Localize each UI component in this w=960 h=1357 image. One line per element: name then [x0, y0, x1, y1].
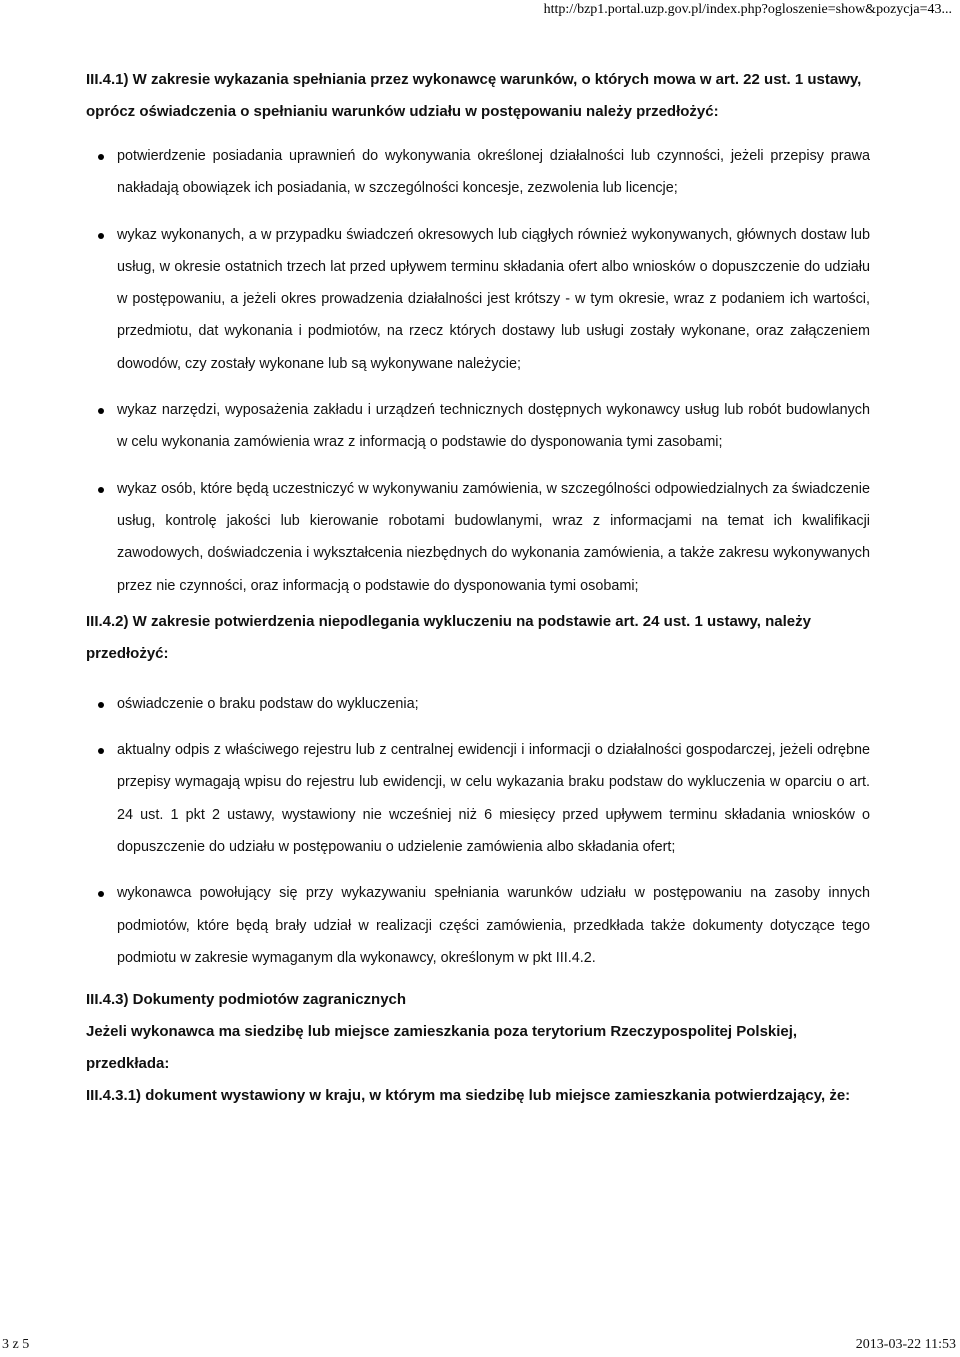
header-url: http://bzp1.portal.uzp.gov.pl/index.php?ogloszenie=show&pozycja=43... — [543, 2, 952, 17]
section-title-3431: III.4.3.1) dokument wystawiony w kraju, w którym ma siedzibę lub miejsce zamieszkania potwierdzający, że: — [86, 1087, 851, 1105]
list-342 — [86, 688, 870, 974]
bullet-icon — [98, 748, 104, 754]
list-item-text: oświadczenie o braku podstaw do wykluczenia; — [117, 695, 419, 712]
list-item — [86, 877, 870, 974]
section-subtitle-343: Jeżeli wykonawca ma siedzibę lub miejsce zamieszkania poza terytorium Rzeczypospolitej Polskiej, przedkłada: — [86, 1023, 798, 1073]
section-title-341: III.4.1) W zakresie wykazania spełniania przez wykonawcę warunków, o których mowa w art. 22 ust. 1 ustawy, oprócz oświadczenia o spełnianiu warunków udziału w postępowaniu należy przedłożyć: — [86, 71, 862, 120]
document-body — [86, 64, 870, 1112]
bullet-icon — [98, 233, 104, 239]
list-item-text: wykaz osób, które będą uczestniczyć w wykonywaniu zamówienia, w szczególności odpowiedzialnych za świadczenie usług, kontrolę jakości lub kierowanie robotami budowlanymi, wraz z informacjami na temat ich kwalifikacji zawodowych, doświadczenia i wykształcenia niezbędnych do wykonania zamówienia, a także zakresu wykonywanych przez nie czynności, oraz informacją o podstawie do dysponowania tymi osobami; — [117, 480, 870, 594]
list-item-text: wykonawca powołujący się przy wykazywaniu spełniania warunków udziału w postępowaniu na zasoby innych podmiotów, które będą brały udział w realizacji części zamówienia, przedkłada także dokumenty dotyczące tego podmiotu w zakresie wymaganym dla wykonawcy, określonym w pkt III.4.2. — [117, 885, 870, 966]
bullet-icon — [98, 487, 104, 493]
list-item-text: potwierdzenie posiadania uprawnień do wykonywania określonej działalności lub czynności, jeżeli przepisy prawa nakładają obowiązek ich posiadania, w szczególności koncesje, zezwolenia lub licencje; — [117, 148, 870, 197]
section-title-342: III.4.2) W zakresie potwierdzenia niepodlegania wykluczeniu na podstawie art. 24 ust. 1 ustawy, należy przedłożyć: — [86, 612, 811, 662]
list-item-text: wykaz wykonanych, a w przypadku świadczeń okresowych lub ciągłych również wykonywanych, głównych dostaw lub usług, w okresie ostatnich trzech lat przed upływem terminu składania ofert albo wniosków o dopuszczenie do udziału w postępowaniu, a jeżeli okres prowadzenia działalności jest krótszy - w tym okresie, wraz z podaniem ich wartości, przedmiotu, dat wykonania i podmiotów, na rzecz których dostawy lub usługi zostały wykonane, oraz załączeniem dowodów, czy zostały wykonane lub są wykonywane należycie; — [117, 226, 870, 372]
list-item — [86, 688, 870, 720]
list-item-text: aktualny odpis z właściwego rejestru lub z centralnej ewidencji i informacji o działalności gospodarczej, jeżeli odrębne przepisy wymagają wpisu do rejestru lub ewidencji, w celu wykazania braku podstaw do wykluczenia w oparciu o art. 24 ust. 1 pkt 2 ustawy, wystawiony nie wcześniej niż 6 miesięcy przed upływem terminu składania wniosków o dopuszczenie do udziału w postępowaniu o udzielenie zamówienia albo składania ofert; — [117, 742, 870, 856]
bullet-icon — [98, 702, 104, 708]
bullet-icon — [98, 891, 104, 897]
list-item — [86, 473, 870, 602]
list-item — [86, 734, 870, 863]
list-341 — [86, 140, 870, 602]
bullet-icon — [98, 154, 104, 160]
bullet-icon — [98, 408, 104, 414]
section-title-343: III.4.3) Dokumenty podmiotów zagranicznych — [86, 991, 407, 1009]
list-item — [86, 394, 870, 459]
list-item-text: wykaz narzędzi, wyposażenia zakładu i urządzeń technicznych dostępnych wykonawcy usług lub robót budowlanych w celu wykonania zamówienia wraz z informacją o podstawie do dysponowania tymi zasobami; — [117, 402, 870, 451]
list-item — [86, 219, 870, 380]
page-number: 3 z 5 — [2, 1337, 30, 1352]
list-item — [86, 140, 870, 205]
print-datetime: 2013-03-22 11:53 — [855, 1337, 956, 1352]
